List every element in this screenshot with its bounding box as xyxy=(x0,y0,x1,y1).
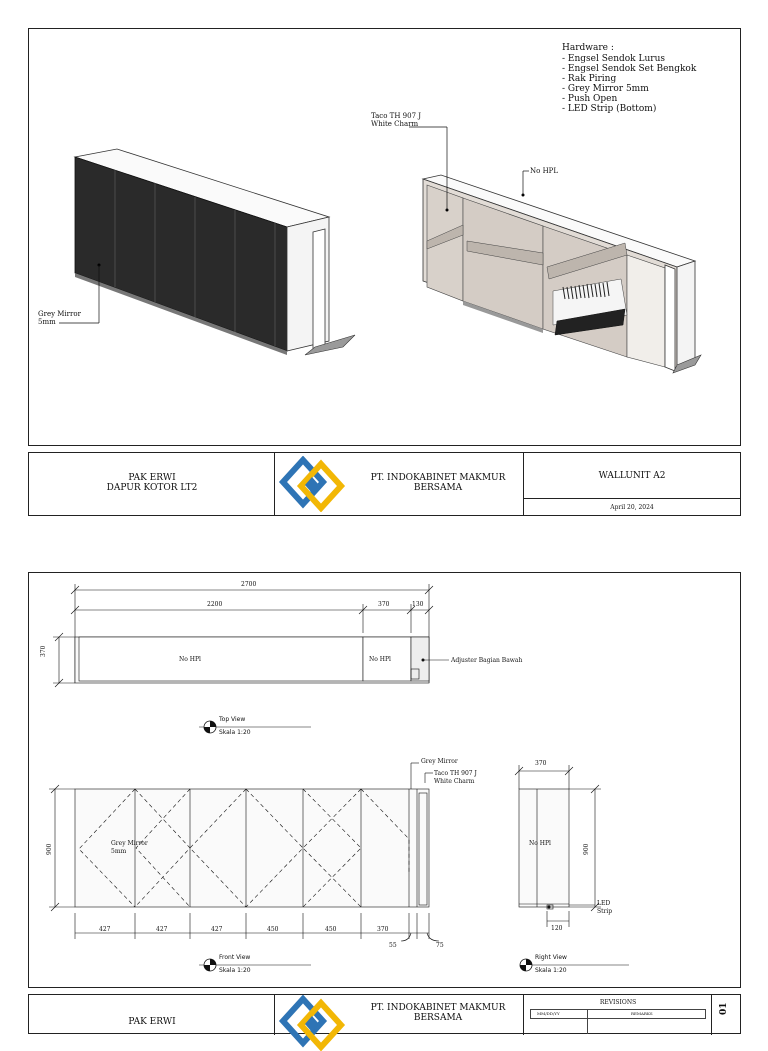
label-taco-line2: White Charm xyxy=(371,120,419,128)
revisions-col-date: MM/DD/YY xyxy=(537,1011,560,1016)
front-view-scale: Skala 1:20 xyxy=(219,967,251,974)
revisions-title: REVISIONS xyxy=(599,999,637,1006)
hardware-item: - Rak Piring xyxy=(562,74,617,84)
dim-total-width: 2700 xyxy=(241,581,257,588)
drawing-title-cell xyxy=(524,453,740,499)
right-label-led-line2: Strip xyxy=(597,908,613,915)
label-grey-mirror-line1: Grey Mirror xyxy=(38,310,81,318)
dim-end-width: 130 xyxy=(412,601,424,608)
view-marker-top xyxy=(204,721,216,733)
hardware-item: - LED Strip (Bottom) xyxy=(562,104,657,114)
client-cell xyxy=(29,453,275,515)
hardware-item: - Engsel Sendok Lurus xyxy=(562,54,665,64)
label-taco-line1: Taco TH 907 J xyxy=(371,112,422,120)
orthographic-sheet xyxy=(28,572,741,988)
right-view-scale: Skala 1:20 xyxy=(535,967,567,974)
front-label-taco-line1: Taco TH 907 J xyxy=(434,770,477,777)
company-name-line1: PT. INDOKABINET MAKMUR xyxy=(370,473,506,483)
revisions-col-divider xyxy=(587,1010,588,1034)
top-view-label-left: No HPl xyxy=(179,656,201,663)
hardware-item: - Engsel Sendok Set Bengkok xyxy=(562,64,697,74)
company-name-line2: BERSAMA xyxy=(413,483,463,493)
project-name: DAPUR KOTOR LT2 xyxy=(106,483,198,493)
front-label-mirror-line2: 5mm xyxy=(111,848,127,855)
title-block-1 xyxy=(28,452,741,516)
right-dim-height: 900 xyxy=(583,843,590,855)
perspective-sheet xyxy=(28,28,741,446)
label-grey-mirror-line2: 5mm xyxy=(38,318,56,326)
front-dim-55: 55 xyxy=(389,942,397,949)
right-dim-width: 370 xyxy=(535,760,547,767)
front-label-grey-mirror: Grey Mirror xyxy=(421,758,458,765)
front-dim-5: 450 xyxy=(325,926,337,933)
right-label-led-line1: LED xyxy=(597,900,611,907)
front-dim-1: 427 xyxy=(99,926,111,933)
client-name-2: PAK ERWI xyxy=(128,1017,176,1027)
adjuster-label: Adjuster Bagian Bawah xyxy=(451,657,523,664)
client-cell-2 xyxy=(29,995,275,1035)
drawing-title: WALLUNIT A2 xyxy=(598,471,666,481)
hardware-item: - Grey Mirror 5mm xyxy=(562,84,649,94)
view-marker-front xyxy=(204,959,216,971)
client-name: PAK ERWI xyxy=(128,473,176,483)
top-view-title: Top View xyxy=(219,716,246,723)
front-dim-75: 75 xyxy=(436,942,444,949)
front-label-mirror-line1: Grey Mirror xyxy=(111,840,148,847)
company-cell xyxy=(275,453,524,515)
title-block-2 xyxy=(28,994,741,1034)
company-name-2-line2: BERSAMA xyxy=(413,1013,463,1023)
label-no-hpl: No HPL xyxy=(530,167,559,175)
revisions-header-row xyxy=(530,1009,706,1019)
front-dim-6: 370 xyxy=(377,926,389,933)
dim-side-width: 370 xyxy=(378,601,390,608)
front-dim-2: 427 xyxy=(156,926,168,933)
company-cell-2 xyxy=(275,995,524,1035)
closed-cabinet xyxy=(59,149,355,355)
dim-main-width: 2200 xyxy=(207,601,223,608)
front-dim-3: 427 xyxy=(211,926,223,933)
open-cabinet xyxy=(409,127,701,373)
top-view-scale: Skala 1:20 xyxy=(219,729,251,736)
front-view-title: Front View xyxy=(219,954,251,961)
company-logo xyxy=(277,456,349,512)
right-dim-bottom: 120 xyxy=(551,925,563,932)
dim-depth: 370 xyxy=(40,645,47,657)
company-name-2-line1: PT. INDOKABINET MAKMUR xyxy=(370,1003,506,1013)
hardware-list xyxy=(562,54,696,114)
right-label-no-hpl: No HPl xyxy=(529,840,551,847)
date-cell xyxy=(524,499,740,515)
revisions-cell xyxy=(524,995,712,1035)
drawing-date: April 20, 2024 xyxy=(610,504,654,511)
front-label-taco-line2: White Charm xyxy=(434,778,475,785)
company-logo-2 xyxy=(277,995,349,1051)
sheet-number: 01 xyxy=(719,1002,729,1015)
front-dim-height: 900 xyxy=(46,843,53,855)
top-view-label-right: No HPl xyxy=(369,656,391,663)
right-view-title: Right View xyxy=(535,954,567,961)
hardware-item: - Push Open xyxy=(562,94,618,104)
sheet-number-cell xyxy=(712,995,740,1035)
front-dim-4: 450 xyxy=(267,926,279,933)
hardware-title: Hardware : xyxy=(562,43,614,53)
view-marker-right xyxy=(520,959,532,971)
revisions-col-remarks: REMARKS xyxy=(631,1011,653,1016)
